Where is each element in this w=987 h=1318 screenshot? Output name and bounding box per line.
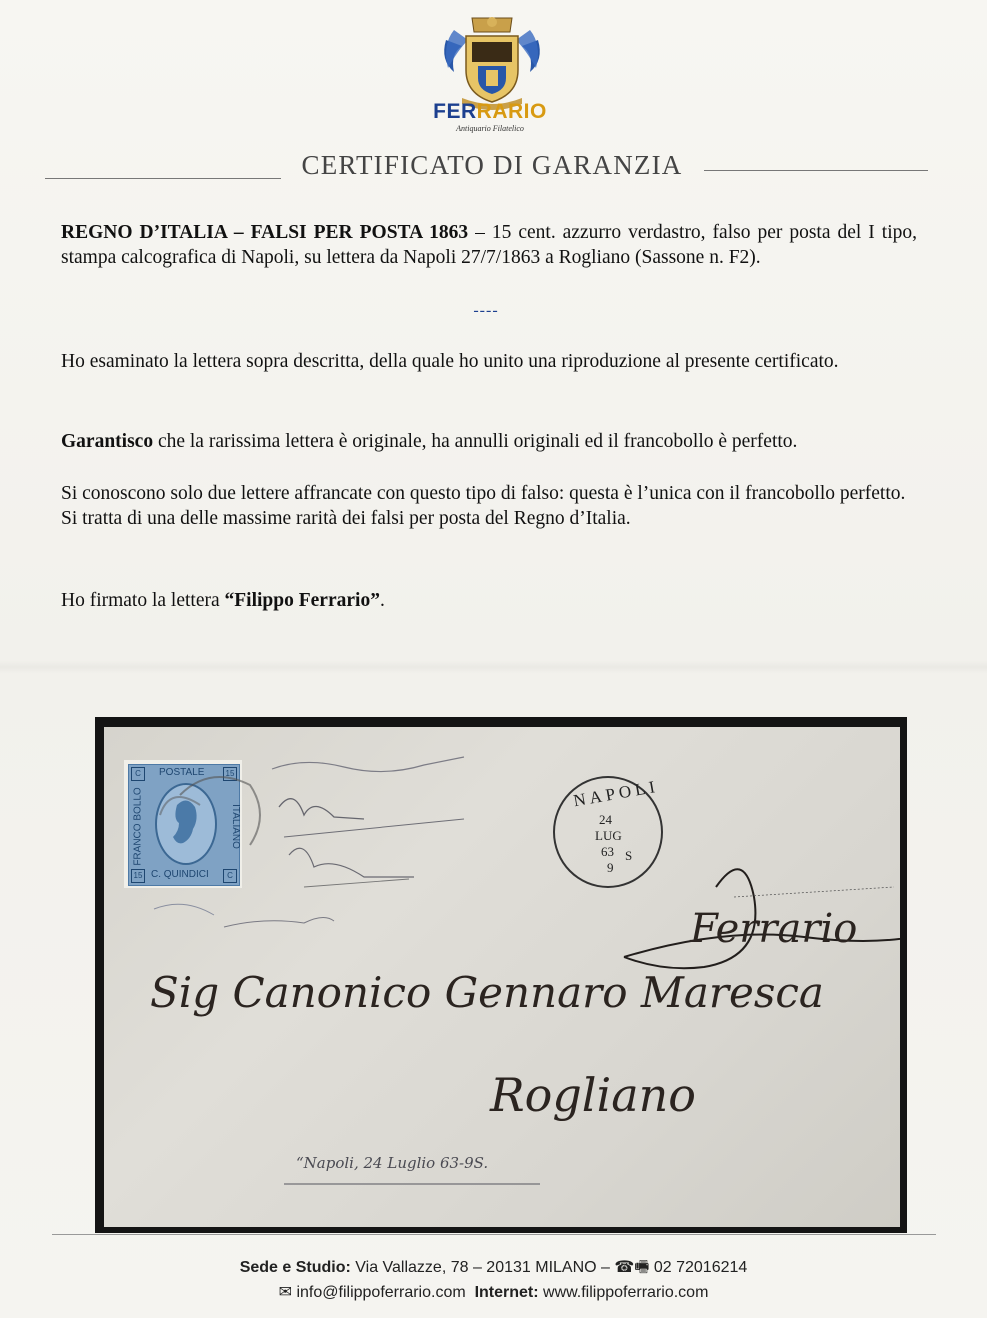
stamp-corner-tl: C bbox=[131, 767, 145, 781]
footer-email[interactable]: info@filippoferrario.com bbox=[296, 1284, 466, 1301]
description-text: – 15 cent. azzurro verdastro, falso per posta del I tipo, stampa calcografica di Napoli, su lettera da Napoli 27/7/1863 a Rogliano (Sassone n. F2). bbox=[61, 222, 918, 268]
paragraph-guarantee bbox=[61, 429, 917, 454]
stamp-text-bottom: C. QUINDICI bbox=[151, 869, 209, 880]
brand-name bbox=[425, 100, 555, 124]
paragraph-signed bbox=[61, 588, 917, 613]
description-heading: REGNO D’ITALIA – FALSI PER POSTA 1863 bbox=[61, 222, 469, 243]
postmark-hour: 9 bbox=[607, 860, 614, 875]
napoli-postmark bbox=[553, 776, 663, 888]
stamp-cancel-mark bbox=[150, 765, 270, 865]
stamp-corner-bl: 15 bbox=[131, 869, 145, 883]
footer-address bbox=[0, 1256, 987, 1283]
stamp-corner-br: C bbox=[223, 869, 237, 883]
brand-name-part1: FER bbox=[433, 100, 477, 123]
paper-fold bbox=[0, 660, 987, 674]
certificate-title: CERTIFICATO DI GARANZIA bbox=[301, 150, 683, 180]
separator: ---- bbox=[473, 302, 499, 319]
title-rule-left bbox=[45, 178, 281, 179]
title-rule-right bbox=[704, 170, 928, 171]
address-line-1: Sig Canonico Gennaro Maresca bbox=[150, 968, 824, 1017]
rarity-line-1: Si conoscono solo due lettere affrancate con questo tipo di falso: questa è l’unica con il francobollo perfetto. bbox=[61, 483, 906, 504]
description-paragraph bbox=[61, 220, 917, 270]
footer-contacts bbox=[0, 1282, 987, 1302]
brand-name-part2: RARIO bbox=[476, 100, 547, 123]
forwarding-signature: Ferrario bbox=[690, 906, 858, 952]
footer-website[interactable]: www.filippoferrario.com bbox=[538, 1284, 709, 1301]
address-line-2: Rogliano bbox=[490, 1068, 696, 1122]
guarantee-text: che la rarissima lettera è originale, ha annulli originali ed il francobollo è perfetto. bbox=[153, 431, 798, 452]
footer-rule bbox=[52, 1234, 936, 1235]
stamp-text-left: FRANCO BOLLO bbox=[132, 787, 144, 866]
paragraph-examined-text: Ho esaminato la lettera sopra descritta, della quale ho unito una riproduzione al presente certificato. bbox=[61, 351, 839, 372]
stamp-corner-tr: 15 bbox=[223, 767, 237, 781]
paragraph-examined bbox=[61, 349, 917, 374]
stamp-text-top: POSTALE bbox=[159, 767, 205, 778]
mail-icon: ✉ bbox=[278, 1284, 297, 1301]
postmark-day: 24 bbox=[599, 812, 612, 827]
pencil-note-date: “Napoli, 24 Luglio 63-9S. bbox=[296, 1154, 489, 1172]
postmark-suffix: S bbox=[625, 848, 633, 863]
signed-name: “Filippo Ferrario” bbox=[224, 590, 380, 611]
brand-tagline: Antiquario Filatelico bbox=[456, 124, 524, 133]
paragraph-rarity bbox=[61, 481, 917, 531]
signed-prefix: Ho firmato la lettera bbox=[61, 590, 225, 611]
footer-address-text: Via Vallazze, 78 – 20131 MILANO – ☎🖷 02 72016214 bbox=[350, 1259, 748, 1276]
postmark-year: 63 bbox=[601, 844, 614, 859]
signed-suffix: . bbox=[379, 590, 385, 611]
guarantee-bold: Garantisco bbox=[61, 431, 154, 452]
rarity-line-2: Si tratta di una delle massime rarità dei falsi per posta del Regno d’Italia. bbox=[61, 508, 631, 529]
footer-address-label: Sede e Studio: bbox=[239, 1259, 351, 1276]
footer-internet-label: Internet: bbox=[474, 1284, 539, 1301]
stamp-text-right: ITALIANO bbox=[229, 804, 241, 849]
postmark-month: LUG bbox=[595, 828, 622, 843]
postmark-city: NAPOLI bbox=[571, 776, 661, 811]
